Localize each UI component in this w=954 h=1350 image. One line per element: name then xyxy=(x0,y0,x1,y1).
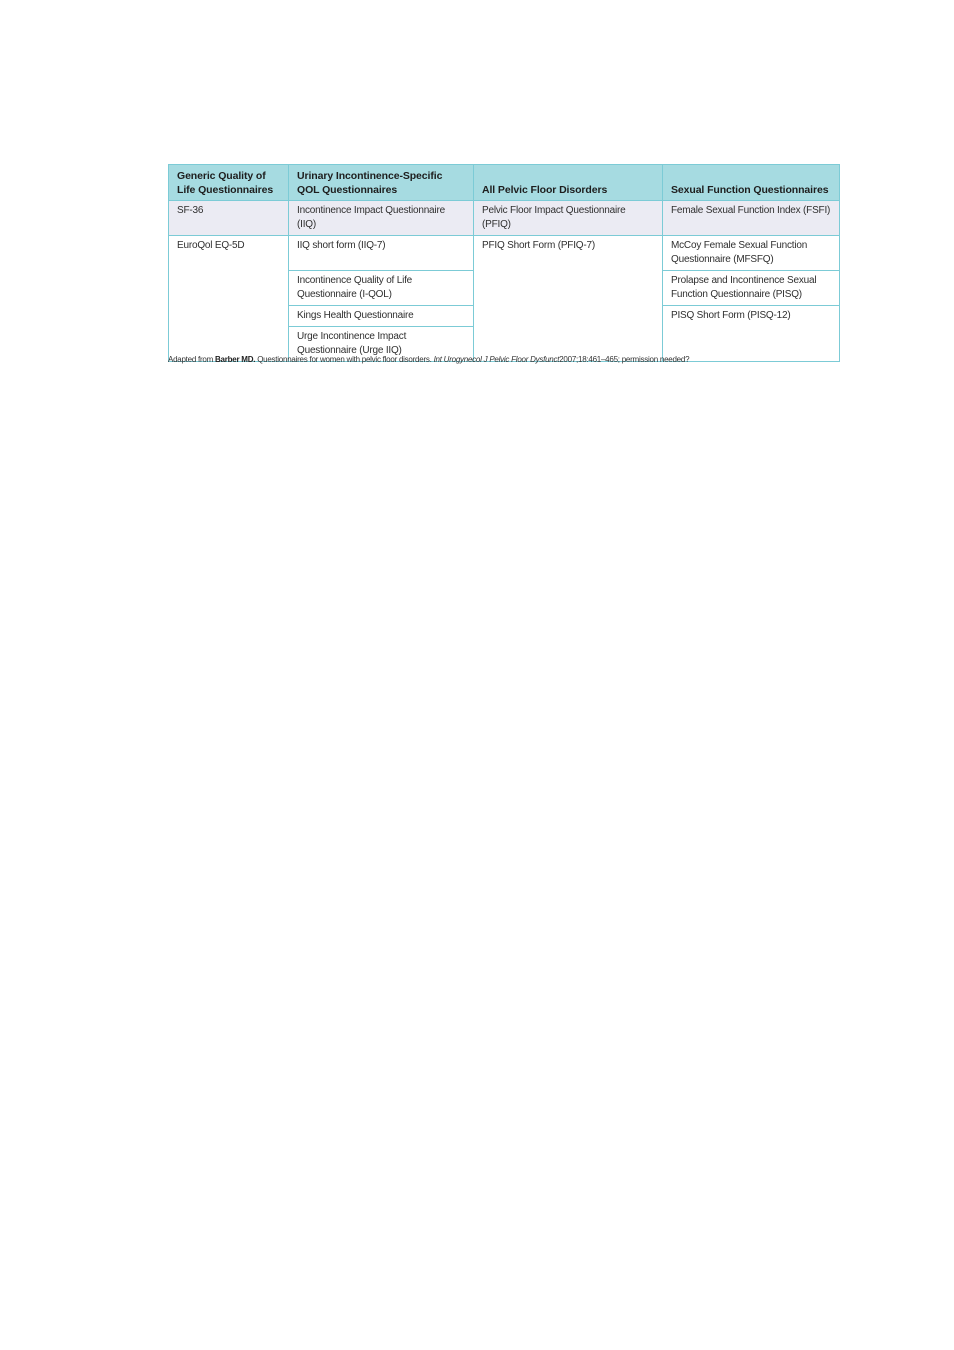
table-cell: Female Sexual Function Index (FSFI) xyxy=(663,201,840,236)
table-cell: Incontinence Impact Questionnaire (IIQ) xyxy=(289,201,474,236)
table-cell: PFIQ Short Form (PFIQ-7) xyxy=(474,236,663,362)
table-row xyxy=(169,201,840,236)
caption-title: Questionnaires for women with pelvic floor disorders. xyxy=(257,355,432,364)
header-generic: Generic Quality of Life Questionnaires xyxy=(169,165,289,201)
table-row xyxy=(169,236,840,271)
table-cell: IIQ short form (IIQ-7) xyxy=(289,236,474,271)
caption-prefix: Adapted from xyxy=(168,355,214,364)
table-cell: EuroQol EQ-5D xyxy=(169,236,289,362)
table-cell: SF-36 xyxy=(169,201,289,236)
table-cell: Pelvic Floor Impact Questionnaire (PFIQ) xyxy=(474,201,663,236)
table-source-caption xyxy=(168,355,848,365)
table-cell: Prolapse and Incontinence Sexual Function Questionnaire (PISQ) xyxy=(663,271,840,306)
caption-journal: Int Urogynecol J Pelvic Floor Dysfunct xyxy=(433,355,560,364)
header-urinary: Urinary Incontinence-Specific QOL Questionnaires xyxy=(289,165,474,201)
caption-citation: 2007;18:461–465; permission needed? xyxy=(559,355,690,364)
questionnaire-table xyxy=(168,164,840,362)
header-sexual-function: Sexual Function Questionnaires xyxy=(663,165,840,201)
table-cell: McCoy Female Sexual Function Questionnaire (MFSFQ) xyxy=(663,236,840,271)
table-cell: Incontinence Quality of Life Questionnaire (I-QOL) xyxy=(289,271,474,306)
table-cell: PISQ Short Form (PISQ-12) xyxy=(663,306,840,362)
table-cell: Urge Incontinence Impact Questionnaire (Urge IIQ) xyxy=(289,327,474,362)
table-cell: Kings Health Questionnaire xyxy=(289,306,474,327)
table-header-row xyxy=(169,165,840,201)
questionnaire-table-container xyxy=(168,164,839,362)
header-pelvic-floor: All Pelvic Floor Disorders xyxy=(474,165,663,201)
caption-author: Barber MD. xyxy=(215,355,256,364)
